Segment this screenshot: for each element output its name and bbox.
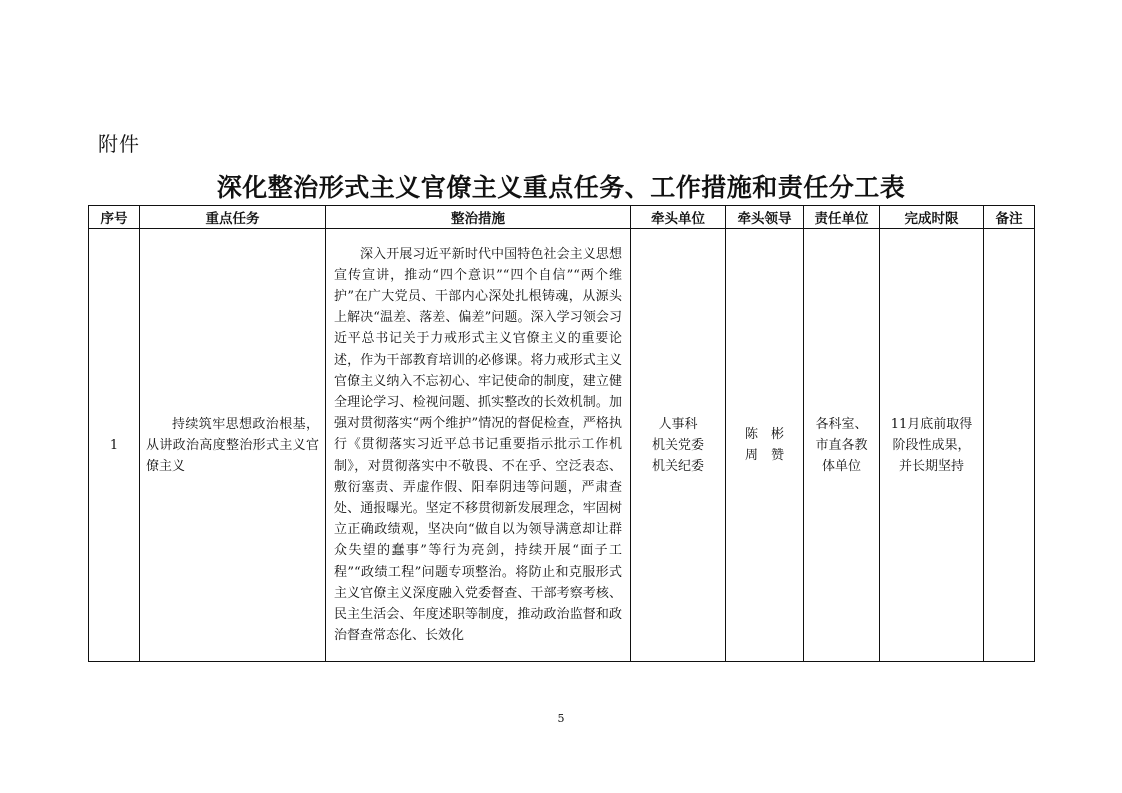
lead-leader-line: 陈 彬 [744, 427, 784, 442]
measures-text: 深入开展习近平新时代中国特色社会主义思想宣传宣讲，推动“四个意识”“四个自信”“两个维护”在广大党员、干部内心深处扎根铸魂，从源头上解决“温差、落差、偏差”问题。深入学习领会习近平总书记关于力戒形式主义官僚主义的重要论述，作为干部教育培训的必修课。将力戒形式主义官僚主义纳入不忘初心、牢记使命的制度，建立健全理论学习、检视问题、抓实整改的长效机制。加强对贯彻落实“两个维护”情况的督促检查，严格执行《贯彻落实习近平总书记重要指示批示工作机制》，对贯彻落实中不敬畏、不在乎、空泛表态、敷衍塞责、弄虚作假、阳奉阴违等问题，严肃查处、通报曝光。坚定不移贯彻新发展理念，牢固树立正确政绩观，坚决向“做自以为领导满意却让群众失望的蠢事”等行为亮剑，持续开展“面子工程”“政绩工程”问题专项整治。将防止和克服形式主义官僚主义深度融入党委督查、干部考察考核、民主生活会、年度述职等制度，推动政治监督和政治督查常态化、长效化 [334, 246, 622, 644]
table-header-row [89, 206, 1035, 229]
header-task: 重点任务 [140, 206, 326, 229]
deadline-line: 11月底前取得 [890, 416, 973, 432]
deadline-line: 阶段性成果， [892, 437, 971, 453]
task-table [88, 205, 1035, 662]
page-number: 5 [557, 712, 565, 725]
header-responsible-unit: 责任单位 [804, 206, 880, 229]
responsible-unit-line: 体单位 [821, 458, 861, 474]
cell-index: 1 [89, 229, 140, 662]
cell-lead-unit [631, 229, 726, 662]
header-remarks: 备注 [984, 206, 1035, 229]
lead-unit-line: 人事科 [658, 416, 698, 432]
document-title: 深化整治形式主义官僚主义重点任务、工作措施和责任分工表 [216, 173, 906, 202]
responsible-unit-line: 市直各教 [815, 437, 868, 453]
cell-measures [326, 229, 631, 662]
attachment-label: 附件 [98, 132, 140, 156]
lead-leader-line: 周 赞 [744, 448, 784, 463]
lead-unit-line: 机关纪委 [651, 458, 704, 474]
header-index: 序号 [89, 206, 140, 229]
cell-task [140, 229, 326, 662]
header-measures: 整治措施 [326, 206, 631, 229]
cell-responsible-unit [804, 229, 880, 662]
cell-remarks [984, 229, 1035, 662]
table-row [89, 229, 1035, 662]
header-deadline: 完成时限 [880, 206, 984, 229]
responsible-unit-line: 各科室、 [815, 416, 868, 432]
deadline-line: 并长期坚持 [898, 458, 964, 474]
cell-lead-leader [726, 229, 804, 662]
header-lead-unit: 牵头单位 [631, 206, 726, 229]
header-lead-leader: 牵头领导 [726, 206, 804, 229]
cell-deadline [880, 229, 984, 662]
task-text: 持续筑牢思想政治根基，从讲政治高度整治形式主义官僚主义 [146, 416, 319, 474]
lead-unit-line: 机关党委 [651, 437, 704, 453]
